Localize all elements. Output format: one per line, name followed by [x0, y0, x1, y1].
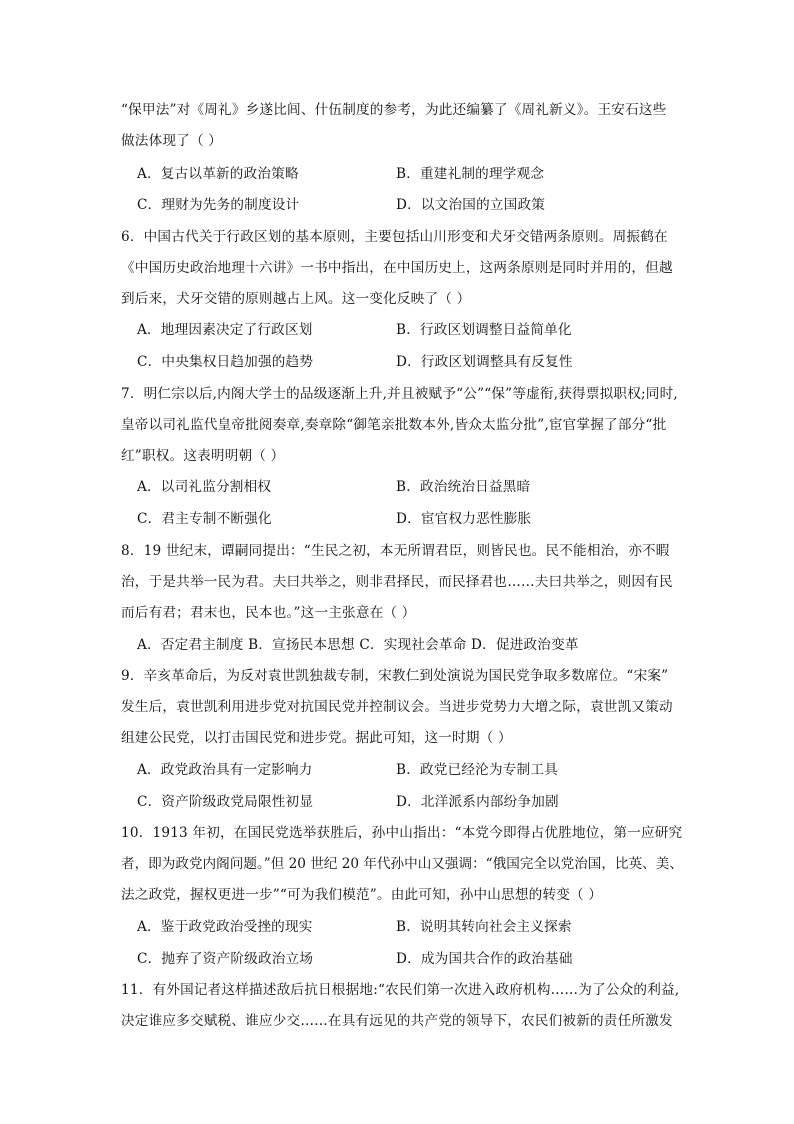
- q5-option-c: C．理财为先务的制度设计: [137, 197, 300, 213]
- q10-line-3: 法之政党，握权更进一步”“可为我们模范”。由此可知，孙中山思想的转变（ ）: [121, 887, 603, 903]
- q6-option-b: B．行政区划调整日益简单化: [396, 322, 572, 338]
- q5-option-a: A．复古以革新的政治策略: [137, 166, 299, 182]
- q9-option-c: C．资产阶级政党局限性初显: [137, 794, 314, 810]
- q7-option-a: A．以司礼监分割相权: [137, 479, 272, 495]
- q9-line-1: 9．辛亥革命后，为反对袁世凯独裁专制，宋教仁到处演说为国民党争取多数席位。“宋案”: [121, 668, 669, 684]
- q7-line-1: 7．明仁宗以后,内阁大学士的品级逐渐上升,并且被赋予“公”“保”等虚衔,获得票拟职权;同时,: [121, 386, 678, 402]
- q7-line-3: 红”职权。这表明明朝（ ）: [121, 448, 285, 464]
- q6-line-1: 6．中国古代关于行政区划的基本原则，主要包括山川形变和犬牙交错两条原则。周振鹤在: [121, 229, 668, 245]
- q6-option-d: D．行政区划调整具有反复性: [396, 354, 573, 370]
- q8-options: A．否定君主制度 B．宣扬民本思想 C．实现社会革命 D．促进政治变革: [137, 637, 579, 653]
- q7-option-d: D．宦官权力恶性膨胀: [396, 511, 532, 527]
- q5-line-1: “保甲法”对《周礼》乡遂比闾、什伍制度的参考，为此还编纂了《周礼新义》。王安石这些: [121, 102, 667, 118]
- q10-option-c: C．抛弃了资产阶级政治立场: [137, 951, 314, 967]
- q10-line-1: 10．1913 年初，在国民党选举获胜后，孙中山指出：“本党今即得占优胜地位，第一应研究: [121, 825, 683, 841]
- q9-line-3: 组建公民党，以打击国民党和进步党。据此可知，这一时期（ ）: [121, 730, 512, 746]
- q8-line-2: 治，于是共举一民为君。夫曰共举之，则非君择民，而民择君也……夫曰共举之，则因有民: [121, 574, 673, 590]
- q9-option-b: B．政党已经沦为专制工具: [396, 762, 558, 778]
- q7-option-c: C．君主专制不断强化: [137, 511, 272, 527]
- q5-line-2: 做法体现了（ ）: [121, 133, 223, 149]
- q6-line-3: 到后来，犬牙交错的原则越占上风。这一变化反映了（ ）: [121, 291, 471, 307]
- q6-option-a: A．地理因素决定了行政区划: [137, 322, 313, 338]
- q7-option-b: B．政治统治日益黑暗: [396, 479, 531, 495]
- q8-line-3: 而后有君；君末也，民本也。”这一主张意在（ ）: [121, 605, 416, 621]
- q9-option-a: A．政党政治具有一定影响力: [137, 762, 313, 778]
- q6-option-c: C．中央集权日趋加强的趋势: [137, 354, 314, 370]
- q11-line-2: 决定谁应多交赋税、谁应少交……在具有远见的共产党的领导下，农民们被新的责任所激发: [121, 1013, 673, 1029]
- q11-line-1: 11．有外国记者这样描述敌后抗日根据地:“农民们第一次进入政府机构……为了公众的利益,: [121, 982, 680, 998]
- q5-option-d: D．以文治国的立国政策: [396, 197, 546, 213]
- q8-line-1: 8．19 世纪末，谭嗣同提出：“生民之初，本无所谓君臣，则皆民也。民不能相治，亦不暇: [121, 543, 670, 559]
- q10-option-d: D．成为国共合作的政治基础: [396, 951, 573, 967]
- q10-line-2: 者，即为政党内阁问题。”但 20 世纪 20 年代孙中山又强调：“俄国完全以党治国，比英、美、: [121, 856, 683, 872]
- q7-line-2: 皇帝以司礼监代皇帝批阅奏章,奏章除“御笔亲批数本外,皆众太监分批”,宦官掌握了部分“批: [121, 417, 667, 433]
- q6-line-2: 《中国历史政治地理十六讲》一书中指出，在中国历史上，这两条原则是同时并用的，但越: [121, 260, 673, 276]
- q5-option-b: B．重建礼制的理学观念: [396, 166, 545, 182]
- q9-option-d: D．北洋派系内部纷争加剧: [396, 794, 559, 810]
- q10-option-b: B．说明其转向社会主义探索: [396, 919, 572, 935]
- q10-option-a: A．鉴于政党政治受挫的现实: [137, 919, 313, 935]
- q9-line-2: 发生后，袁世凯利用进步党对抗国民党并控制议会。当进步党势力大增之际，袁世凯又策动: [121, 699, 673, 715]
